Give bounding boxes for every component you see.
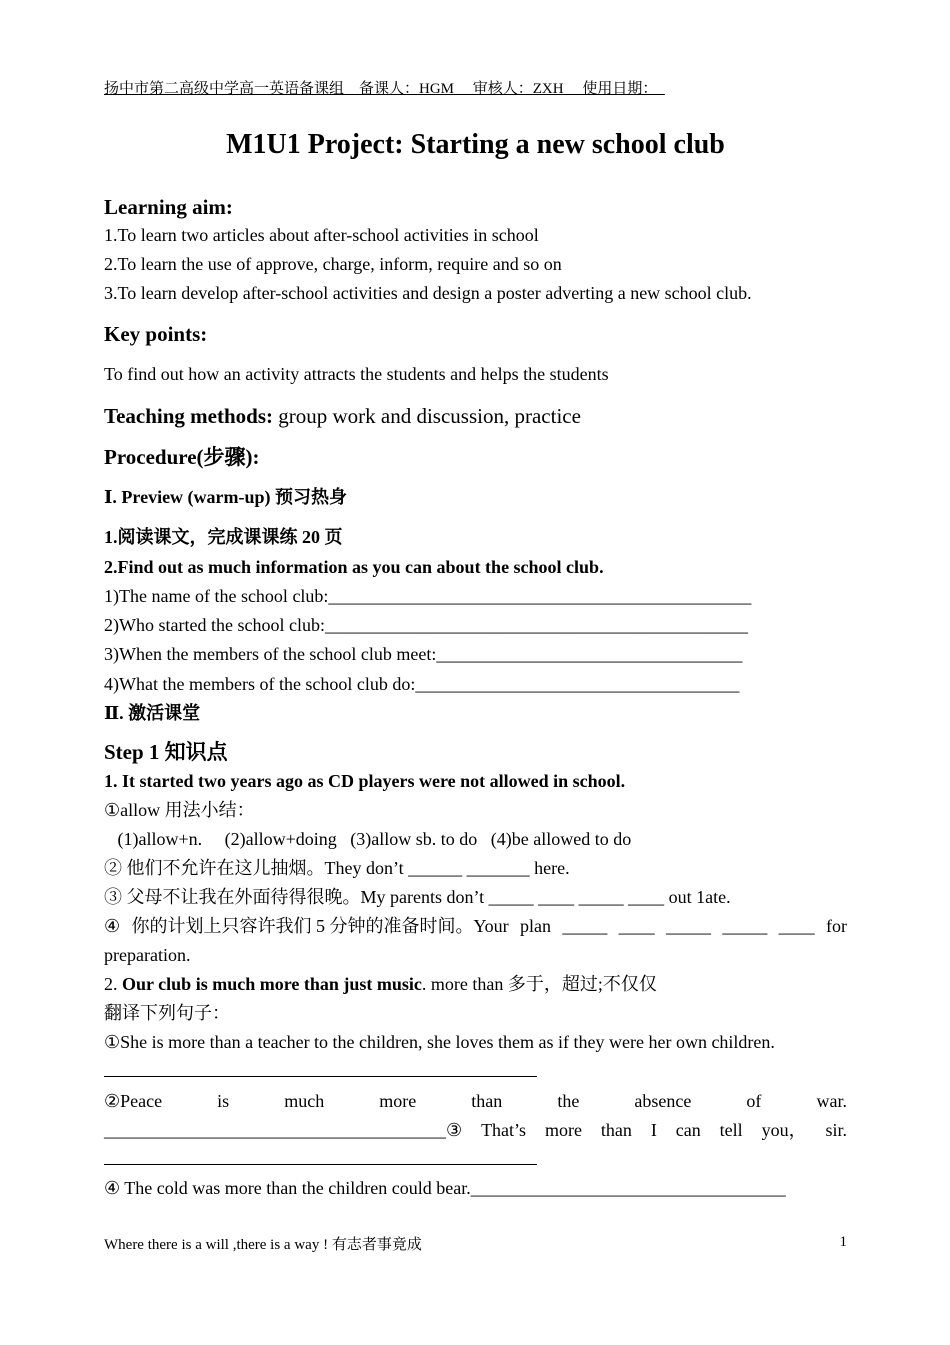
exercise-allow-4[interactable] bbox=[104, 915, 847, 937]
question-club-name[interactable]: 1)The name of the school club:_______________________________________________ bbox=[104, 586, 752, 606]
learning-aim-item: 2.To learn the use of approve, charge, inform, require and so on bbox=[104, 254, 562, 274]
page-number: 1 bbox=[839, 1234, 847, 1250]
answer-blank[interactable]: _____ bbox=[562, 916, 608, 936]
learning-aim-item: 1.To learn two articles about after-school activities in school bbox=[104, 225, 539, 245]
footer-motto: Where there is a will ,there is a way ! 有志者事竟成 bbox=[104, 1237, 422, 1253]
exercise-word: 你的计划上只容许我们 5 分钟的准备时间。Your bbox=[131, 916, 509, 936]
sentence-word: war. bbox=[816, 1091, 847, 1111]
translate-sentence-1: ①She is more than a teacher to the children, she loves them as if they were her own children. bbox=[104, 1032, 775, 1052]
sentence-word: is bbox=[217, 1091, 230, 1111]
sentence-word: I bbox=[650, 1120, 657, 1140]
question-club-activities[interactable]: 4)What the members of the school club do:____________________________________ bbox=[104, 674, 740, 694]
exercise-word: plan bbox=[520, 916, 551, 936]
exercise-allow-4-cont: preparation. bbox=[104, 945, 191, 965]
sentence-word: the bbox=[557, 1091, 580, 1111]
answer-blank[interactable]: _____ bbox=[722, 916, 768, 936]
procedure-heading: Procedure(步骤): bbox=[104, 445, 260, 469]
sentence-word: of bbox=[746, 1091, 762, 1111]
exercise-allow-3[interactable]: ③ 父母不让我在外面待得很晚。My parents don’t _____ ____ _____ ____ out 1ate. bbox=[104, 887, 731, 907]
translate-sentence-2 bbox=[104, 1090, 847, 1112]
point-1-title: 1. It started two years ago as CD players were not allowed in school. bbox=[104, 771, 626, 791]
key-points-heading: Key points: bbox=[104, 322, 208, 346]
section-activate-heading: Ⅱ. 激活课堂 bbox=[104, 703, 201, 723]
question-club-founder[interactable]: 2)Who started the school club:_______________________________________________ bbox=[104, 615, 748, 635]
task-2: 2.Find out as much information as you can about the school club. bbox=[104, 557, 604, 577]
point-2-line bbox=[104, 973, 657, 995]
sentence-word: than bbox=[600, 1120, 632, 1140]
sentence-word: can bbox=[675, 1120, 701, 1140]
point-2-number: 2. bbox=[104, 974, 122, 994]
point-2-explanation: . more than 多于，超过;不仅仅 bbox=[421, 974, 657, 994]
allow-usage-summary: ①allow 用法小结： bbox=[104, 800, 255, 820]
learning-aim-heading: Learning aim: bbox=[104, 195, 233, 219]
answer-line-2-and-number[interactable]: ______________________________________③ bbox=[104, 1120, 463, 1140]
exercise-word: ④ bbox=[104, 916, 121, 936]
sentence-word: absence bbox=[634, 1091, 692, 1111]
teaching-methods-text: group work and discussion, practice bbox=[273, 404, 581, 428]
sentence-word: than bbox=[471, 1091, 503, 1111]
allow-patterns: (1)allow+n. (2)allow+doing (3)allow sb. to do (4)be allowed to do bbox=[104, 829, 632, 849]
answer-blank[interactable]: ____ bbox=[618, 916, 655, 936]
sentence-word: sir. bbox=[825, 1120, 847, 1140]
answer-line-3[interactable] bbox=[104, 1164, 537, 1165]
key-points-text: To find out how an activity attracts the students and helps the students bbox=[104, 364, 609, 384]
sentence-word: more bbox=[379, 1091, 417, 1111]
sentence-word: you， bbox=[761, 1120, 807, 1140]
step-1-heading: Step 1 知识点 bbox=[104, 740, 228, 764]
translate-instruction: 翻译下列句子： bbox=[104, 1003, 230, 1023]
translate-sentence-3 bbox=[104, 1119, 847, 1141]
exercise-word: for bbox=[825, 916, 847, 936]
exercise-allow-2[interactable]: ② 他们不允许在这儿抽烟。They don’t ______ _______ here. bbox=[104, 858, 570, 878]
question-meeting-time[interactable]: 3)When the members of the school club meet:__________________________________ bbox=[104, 644, 743, 664]
learning-aim-item: 3.To learn develop after-school activities and design a poster adverting a new school club. bbox=[104, 283, 752, 303]
point-2-title: Our club is much more than just music bbox=[122, 974, 422, 994]
answer-line-1[interactable] bbox=[104, 1076, 537, 1077]
answer-blank[interactable]: _____ bbox=[665, 916, 711, 936]
answer-blank[interactable]: ____ bbox=[778, 916, 815, 936]
teaching-methods-label: Teaching methods: bbox=[104, 404, 273, 428]
sentence-word: more bbox=[544, 1120, 582, 1140]
task-1: 1.阅读课文，完成课课练 20 页 bbox=[104, 527, 343, 547]
sentence-word: That’s bbox=[481, 1120, 527, 1140]
section-preview-heading: Ⅰ. Preview (warm-up) 预习热身 bbox=[104, 487, 348, 507]
page-title: M1U1 Project: Starting a new school club bbox=[226, 129, 725, 160]
sentence-word: ②Peace bbox=[104, 1091, 163, 1111]
translate-sentence-4[interactable]: ④ The cold was more than the children could bear.___________________________________ bbox=[104, 1178, 786, 1198]
teaching-methods bbox=[104, 403, 581, 429]
page-header: 扬中市第二高级中学高一英语备课组 备课人：HGM 审核人：ZXH 使用日期： bbox=[104, 81, 665, 97]
sentence-word: tell bbox=[719, 1120, 743, 1140]
sentence-word: much bbox=[284, 1091, 325, 1111]
